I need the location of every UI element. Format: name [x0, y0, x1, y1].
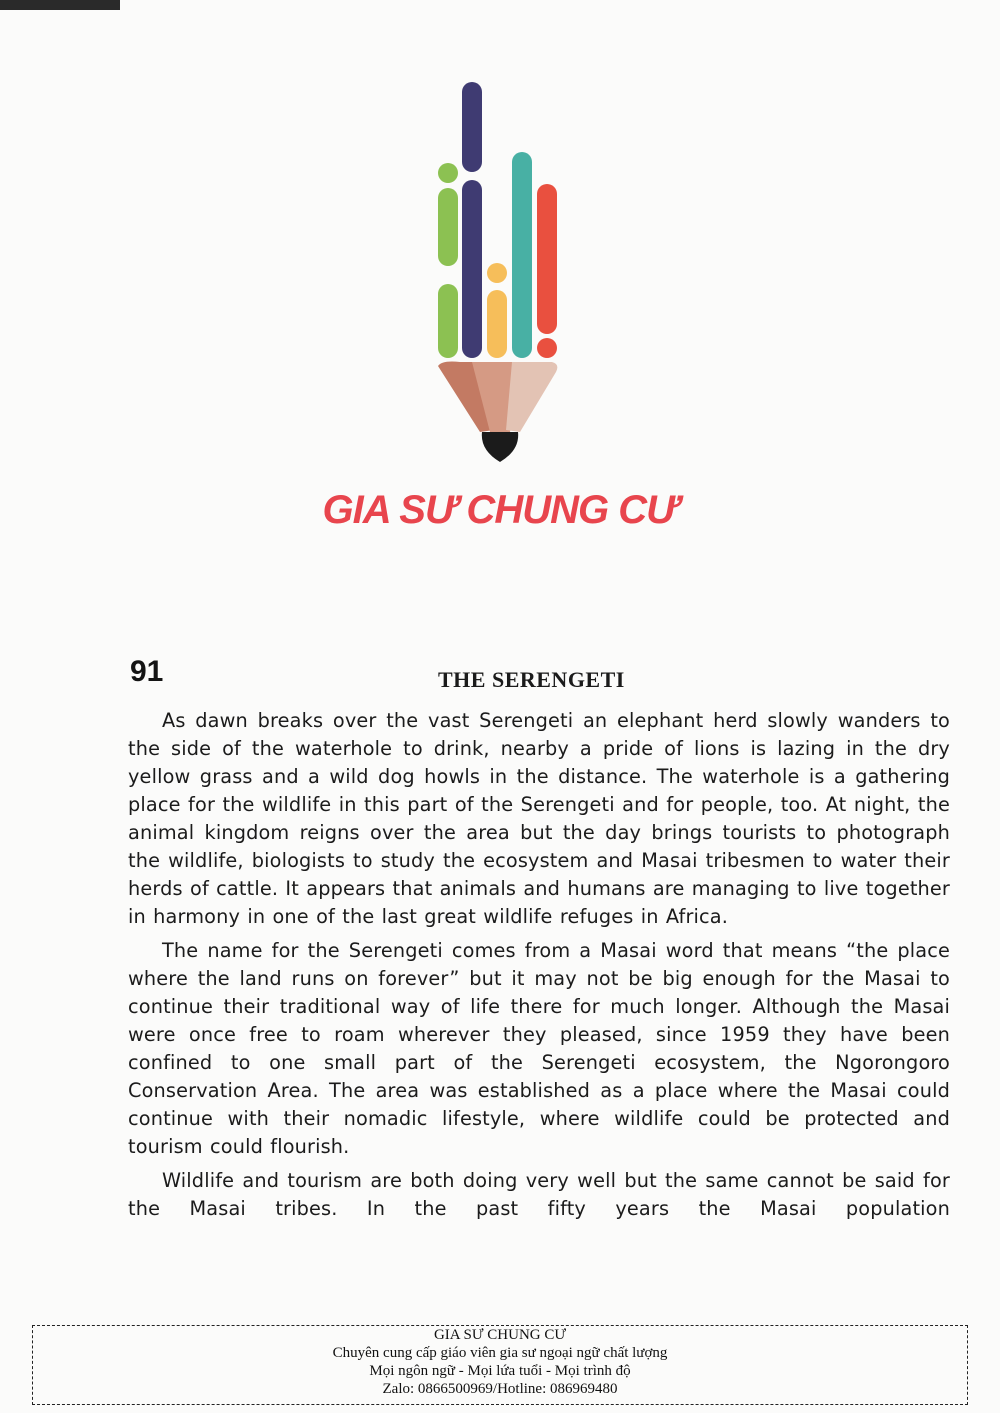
brand-name: GIA SƯ CHUNG CƯ: [322, 488, 678, 532]
logo-dot-yellow: [487, 263, 507, 283]
logo-tip-right: [506, 362, 557, 432]
scan-corner-mark: [0, 0, 120, 10]
logo-bar-yellow: [487, 290, 507, 358]
logo-bar-red: [537, 184, 557, 334]
logo-bar-navy: [462, 82, 482, 172]
logo-lead: [482, 432, 518, 462]
logo-bar-teal: [512, 152, 532, 358]
footer-line-audience: Mọi ngôn ngữ - Mọi lứa tuổi - Mọi trình độ: [369, 1363, 631, 1379]
logo-dot-red: [537, 338, 557, 358]
footer-line-contact: Zalo: 0866500969/Hotline: 086969480: [382, 1381, 618, 1397]
logo-bar-green: [438, 188, 458, 266]
footer-contact-box: [32, 1325, 968, 1405]
logo-bar-green-lower: [438, 284, 458, 358]
page-title: THE SERENGETI: [438, 667, 625, 692]
footer-line-brand: GIA SƯ CHUNG CƯ: [433, 1327, 567, 1343]
footer-line-service: Chuyên cung cấp giáo viên gia sư ngoại ngữ chất lượng: [332, 1345, 668, 1361]
pencil-logo-icon: [420, 70, 580, 480]
article-paragraph-2: The name for the Serengeti comes from a Masai word that means “the place where the land runs on forever” but it may not be big enough for the Masai to continue their traditional way of life there for much longer. Although the Masai were once free to roam wherever they pleased, since 1959 they have been confined to one small part of the Serengeti ecosystem, the Ngorongoro Conservation Area. The area was established as a place where the Masai could continue with their nomadic lifestyle, where wildlife could be protected and tourism could flourish.: [128, 939, 950, 1158]
page-number: 91: [130, 655, 164, 688]
article-paragraph-3: Wildlife and tourism are both doing very well but the same cannot be said for the Masai tribes. In the past fifty years the Masai population: [128, 1169, 950, 1220]
logo-dot-green: [438, 163, 458, 183]
article-body: [128, 707, 950, 1229]
article-paragraph-1: As dawn breaks over the vast Serengeti an elephant herd slowly wanders to the side of the waterhole to drink, nearby a pride of lions is lazing in the dry yellow grass and a wild dog howls in the distance. The waterhole is a gathering place for the wildlife in this part of the Serengeti and for people, too. At night, the animal kingdom reigns over the area but the day brings tourists to photograph the wildlife, biologists to study the ecosystem and Masai tribesmen to water their herds of cattle. It appears that animals and humans are managing to live together in harmony in one of the last great wildlife refuges in Africa.: [128, 709, 950, 928]
logo-bar-navy-lower: [462, 180, 482, 358]
